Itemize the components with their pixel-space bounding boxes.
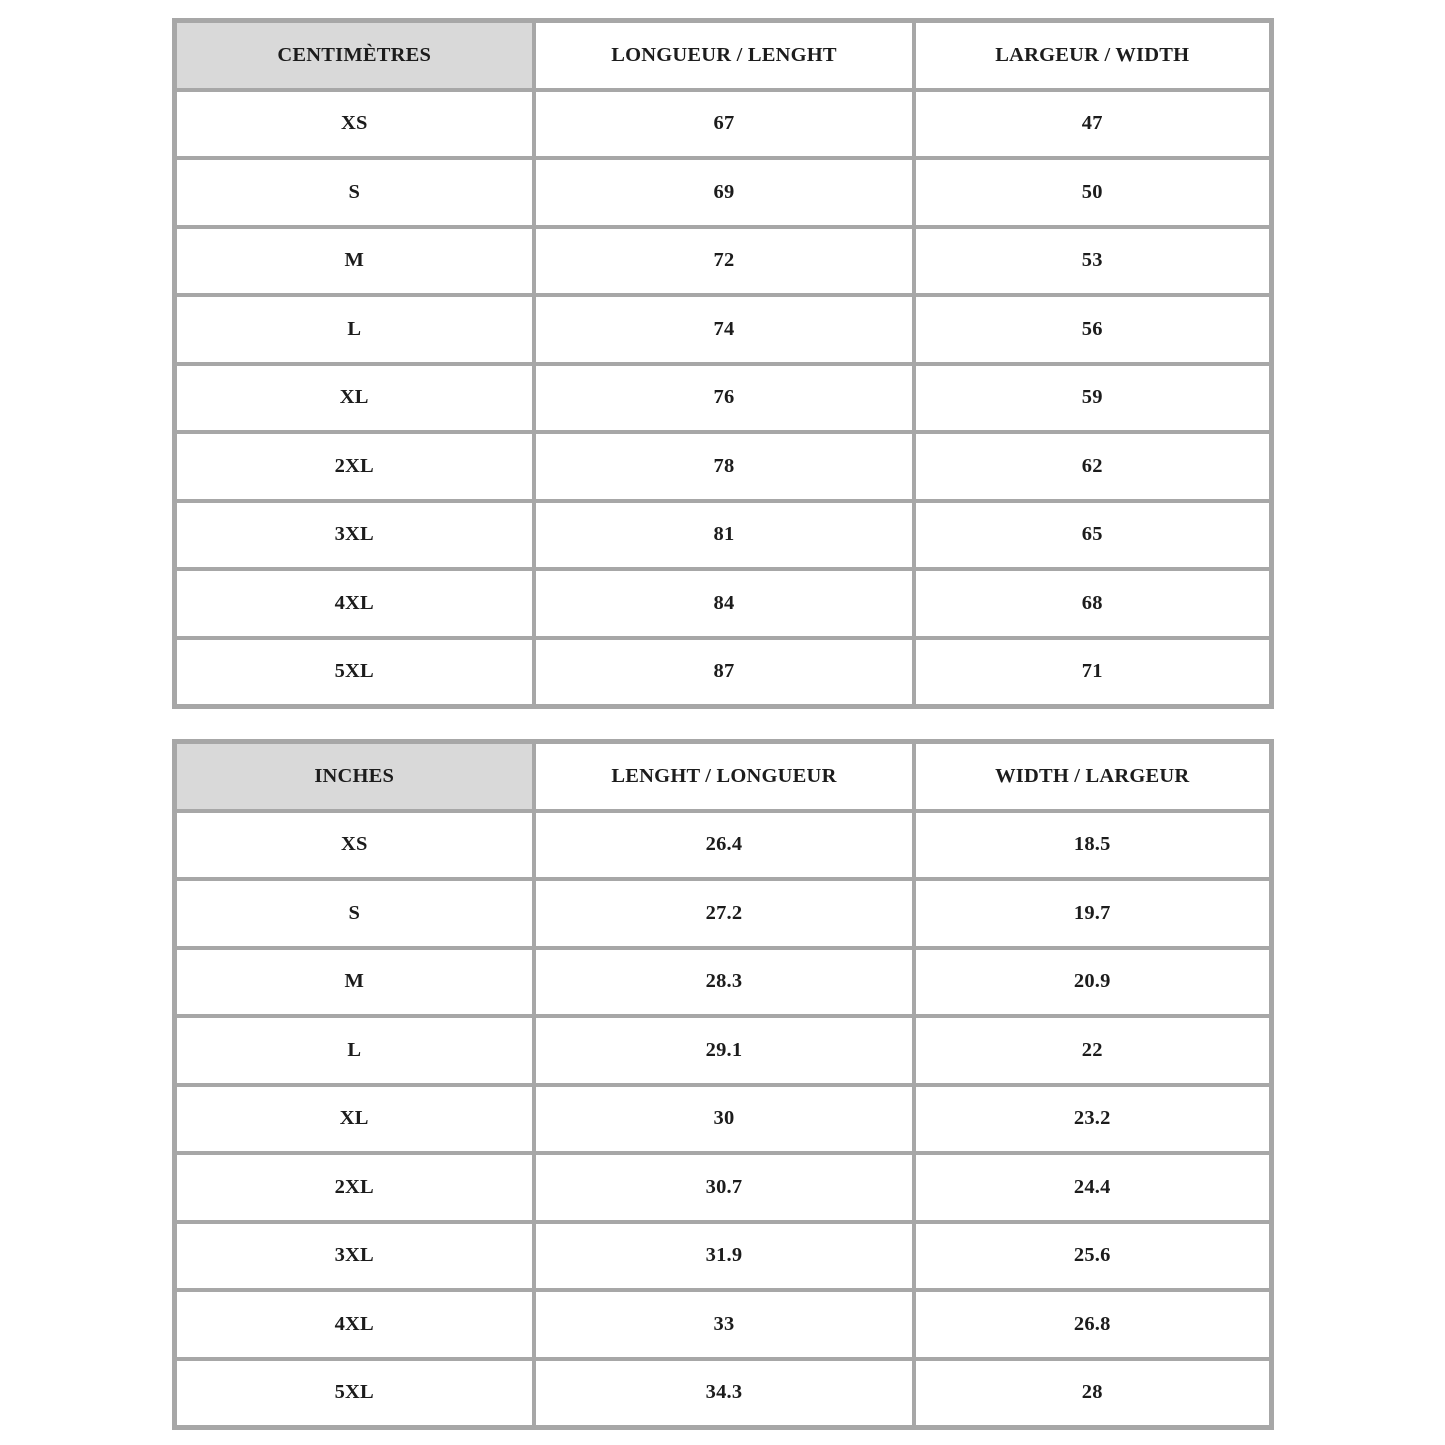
size-table-inches [172,739,1274,1430]
table-row [174,1153,1271,1222]
table-row [174,158,1271,227]
width-column-header: LARGEUR / WIDTH [914,21,1271,90]
width-value-cell: 22 [914,1016,1271,1085]
table-row [174,432,1271,501]
length-value-cell: 28.3 [534,948,914,1017]
length-column-header: LENGHT / LONGUEUR [534,742,914,811]
length-value-cell: 30.7 [534,1153,914,1222]
width-value-cell: 28 [914,1359,1271,1428]
width-value-cell: 62 [914,432,1271,501]
width-value-cell: 68 [914,569,1271,638]
size-label-cell: 2XL [174,1153,534,1222]
size-label-cell: M [174,948,534,1017]
size-label-cell: 4XL [174,1290,534,1359]
table-row [174,295,1271,364]
length-value-cell: 29.1 [534,1016,914,1085]
size-table-centimeters [172,18,1274,709]
width-value-cell: 19.7 [914,879,1271,948]
size-label-cell: XS [174,90,534,159]
length-value-cell: 78 [534,432,914,501]
length-value-cell: 72 [534,227,914,296]
unit-header-centimeters: CENTIMÈTRES [174,21,534,90]
length-value-cell: 67 [534,90,914,159]
length-value-cell: 27.2 [534,879,914,948]
table-row [174,948,1271,1017]
width-value-cell: 24.4 [914,1153,1271,1222]
table-row [174,1085,1271,1154]
size-label-cell: 3XL [174,501,534,570]
table-row [174,1359,1271,1428]
size-label-cell: XL [174,364,534,433]
width-value-cell: 59 [914,364,1271,433]
table-row [174,1222,1271,1291]
width-value-cell: 20.9 [914,948,1271,1017]
width-value-cell: 71 [914,638,1271,707]
table-row [174,1290,1271,1359]
length-value-cell: 81 [534,501,914,570]
size-label-cell: 5XL [174,1359,534,1428]
header-row [174,21,1271,90]
size-label-cell: L [174,1016,534,1085]
length-value-cell: 33 [534,1290,914,1359]
table-row [174,1016,1271,1085]
size-label-cell: S [174,158,534,227]
unit-header-inches: INCHES [174,742,534,811]
width-value-cell: 50 [914,158,1271,227]
length-value-cell: 31.9 [534,1222,914,1291]
size-label-cell: XL [174,1085,534,1154]
size-label-cell: 4XL [174,569,534,638]
length-value-cell: 87 [534,638,914,707]
table-row [174,90,1271,159]
size-label-cell: 2XL [174,432,534,501]
length-value-cell: 26.4 [534,811,914,880]
width-value-cell: 25.6 [914,1222,1271,1291]
size-label-cell: L [174,295,534,364]
table-row [174,638,1271,707]
length-value-cell: 74 [534,295,914,364]
size-label-cell: M [174,227,534,296]
table-row [174,569,1271,638]
table-row [174,811,1271,880]
table-row [174,879,1271,948]
width-value-cell: 56 [914,295,1271,364]
size-label-cell: 5XL [174,638,534,707]
width-value-cell: 18.5 [914,811,1271,880]
table-row [174,501,1271,570]
length-value-cell: 30 [534,1085,914,1154]
length-value-cell: 76 [534,364,914,433]
table-row [174,227,1271,296]
size-label-cell: S [174,879,534,948]
length-value-cell: 34.3 [534,1359,914,1428]
width-value-cell: 26.8 [914,1290,1271,1359]
header-row [174,742,1271,811]
width-value-cell: 47 [914,90,1271,159]
size-label-cell: 3XL [174,1222,534,1291]
length-value-cell: 69 [534,158,914,227]
length-value-cell: 84 [534,569,914,638]
table-row [174,364,1271,433]
width-value-cell: 23.2 [914,1085,1271,1154]
width-value-cell: 53 [914,227,1271,296]
width-column-header: WIDTH / LARGEUR [914,742,1271,811]
size-label-cell: XS [174,811,534,880]
length-column-header: LONGUEUR / LENGHT [534,21,914,90]
width-value-cell: 65 [914,501,1271,570]
